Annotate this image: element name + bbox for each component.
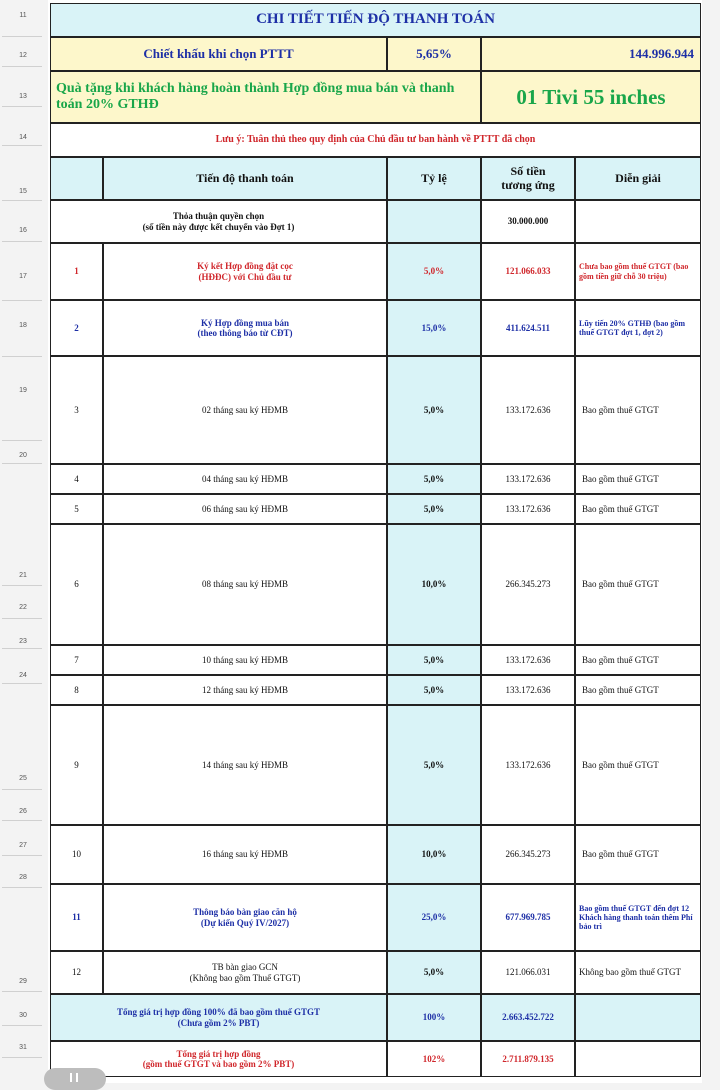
row-schedule[interactable]: 14 tháng sau ký HĐMB xyxy=(103,705,387,825)
row-schedule[interactable] xyxy=(103,951,387,994)
header-schedule[interactable]: Tiến độ thanh toán xyxy=(103,157,387,200)
row-divider xyxy=(2,683,42,684)
row-divider xyxy=(2,585,42,586)
total2-line2: (gồm thuế GTGT và bao gồm 2% PBT) xyxy=(142,1059,295,1069)
row-schedule[interactable]: 12 tháng sau ký HĐMB xyxy=(103,675,387,705)
row-no[interactable]: 10 xyxy=(50,825,103,884)
row-divider xyxy=(2,1057,42,1058)
total-excl-pbt-rate[interactable]: 100% xyxy=(387,994,481,1041)
gift-value[interactable]: 01 Tivi 55 inches xyxy=(481,71,701,123)
row-schedule[interactable]: 08 tháng sau ký HĐMB xyxy=(103,524,387,645)
row-desc[interactable]: Bao gồm thuế GTGT xyxy=(575,524,701,645)
row-amount[interactable]: 133.172.636 xyxy=(481,705,575,825)
row-rate[interactable]: 25,0% xyxy=(387,884,481,951)
row-amount[interactable]: 133.172.636 xyxy=(481,356,575,464)
sheet-title[interactable]: CHI TIẾT TIẾN ĐỘ THANH TOÁN xyxy=(50,3,701,37)
row-no[interactable]: 8 xyxy=(50,675,103,705)
row-number[interactable]: 27 xyxy=(19,842,27,849)
discount-label[interactable]: Chiết khấu khi chọn PTTT xyxy=(50,37,387,71)
row-schedule[interactable]: 16 tháng sau ký HĐMB xyxy=(103,825,387,884)
row-amount[interactable]: 411.624.511 xyxy=(481,300,575,356)
row-divider xyxy=(2,440,42,441)
row-header-gutter xyxy=(0,0,46,1083)
row-number[interactable]: 23 xyxy=(19,638,27,645)
row-schedule[interactable]: 10 tháng sau ký HĐMB xyxy=(103,645,387,675)
total-incl-pbt-amount[interactable]: 2.711.879.135 xyxy=(481,1041,575,1077)
row-number[interactable]: 16 xyxy=(19,227,27,234)
row-number[interactable]: 22 xyxy=(19,604,27,611)
header-amount[interactable] xyxy=(481,157,575,200)
row-amount[interactable]: 133.172.636 xyxy=(481,675,575,705)
row-desc[interactable]: Bao gồm thuế GTGT đến đợt 12 Khách hàng thanh toán thêm Phí bảo trì xyxy=(575,884,701,951)
header-desc[interactable]: Diễn giải xyxy=(575,157,701,200)
total2-line1: Tổng giá trị hợp đồng xyxy=(176,1048,261,1059)
row-no[interactable]: 5 xyxy=(50,494,103,524)
row-number[interactable]: 26 xyxy=(19,808,27,815)
row-rate[interactable]: 10,0% xyxy=(387,825,481,884)
total1-line1: Tổng giá trị hợp đồng 100% đã bao gồm thuế GTGT xyxy=(116,1007,321,1018)
row-no[interactable]: 3 xyxy=(50,356,103,464)
discount-rate[interactable]: 5,65% xyxy=(387,37,481,71)
option-rate[interactable] xyxy=(387,200,481,243)
row-no[interactable]: 1 xyxy=(50,243,103,300)
row-schedule-line2: (HĐĐC) với Chủ đầu tư xyxy=(198,271,292,282)
grip-icon xyxy=(76,1073,78,1082)
row-divider xyxy=(2,1025,42,1026)
row-desc[interactable]: Chưa bao gồm thuế GTGT (bao gồm tiền giữ chỗ 30 triệu) xyxy=(575,243,701,300)
row-rate[interactable]: 5,0% xyxy=(387,356,481,464)
policy-note[interactable]: Lưu ý: Tuân thủ theo quy định của Chủ đầu tư ban hành về PTTT đã chọn xyxy=(50,123,701,157)
row-amount[interactable]: 121.066.031 xyxy=(481,951,575,994)
row-number[interactable]: 20 xyxy=(19,452,27,459)
row-divider xyxy=(2,106,42,107)
bottom-drag-handle[interactable] xyxy=(44,1068,106,1090)
gift-label[interactable]: Quà tặng khi khách hàng hoàn thành Hợp đồng mua bán và thanh toán 20% GTHĐ xyxy=(50,71,481,123)
header-rate[interactable]: Tỷ lệ xyxy=(387,157,481,200)
row-divider xyxy=(2,618,42,619)
row-number[interactable]: 13 xyxy=(19,93,27,100)
row-rate[interactable]: 15,0% xyxy=(387,300,481,356)
option-desc[interactable] xyxy=(575,200,701,243)
row-no[interactable]: 2 xyxy=(50,300,103,356)
row-rate[interactable]: 5,0% xyxy=(387,951,481,994)
row-schedule-line1: TB bàn giao GCN xyxy=(212,962,278,973)
row-amount[interactable]: 133.172.636 xyxy=(481,464,575,494)
header-amount-line2: tương ứng xyxy=(501,177,555,192)
row-number[interactable]: 14 xyxy=(19,134,27,141)
row-number[interactable]: 21 xyxy=(19,572,27,579)
total-incl-pbt-desc[interactable] xyxy=(575,1041,701,1077)
row-rate[interactable]: 5,0% xyxy=(387,675,481,705)
row-divider xyxy=(2,66,42,67)
row-divider xyxy=(2,145,42,146)
row-schedule-line2: (theo thông báo từ CĐT) xyxy=(197,328,293,338)
row-rate[interactable]: 10,0% xyxy=(387,524,481,645)
row-number[interactable]: 19 xyxy=(19,387,27,394)
row-schedule-line2: (Dự kiến Quý IV/2027) xyxy=(200,917,290,928)
row-no[interactable]: 9 xyxy=(50,705,103,825)
row-amount[interactable]: 133.172.636 xyxy=(481,645,575,675)
row-number[interactable]: 17 xyxy=(19,273,27,280)
option-amount[interactable]: 30.000.000 xyxy=(481,200,575,243)
row-divider xyxy=(2,300,42,301)
row-desc[interactable]: Bao gồm thuế GTGT xyxy=(575,705,701,825)
row-desc[interactable]: Bao gồm thuế GTGT xyxy=(575,675,701,705)
row-rate[interactable]: 5,0% xyxy=(387,645,481,675)
row-rate[interactable]: 5,0% xyxy=(387,464,481,494)
row-amount[interactable]: 266.345.273 xyxy=(481,825,575,884)
row-rate[interactable]: 5,0% xyxy=(387,494,481,524)
row-number[interactable]: 12 xyxy=(19,52,27,59)
total-incl-pbt-rate[interactable]: 102% xyxy=(387,1041,481,1077)
row-desc[interactable]: Bao gồm thuế GTGT xyxy=(575,464,701,494)
row-divider xyxy=(2,241,42,242)
row-no[interactable]: 7 xyxy=(50,645,103,675)
total-excl-pbt-desc[interactable] xyxy=(575,994,701,1041)
row-schedule[interactable]: 04 tháng sau ký HĐMB xyxy=(103,464,387,494)
row-amount[interactable]: 133.172.636 xyxy=(481,494,575,524)
row-number[interactable]: 11 xyxy=(19,12,27,19)
row-divider xyxy=(2,991,42,992)
row-schedule[interactable] xyxy=(103,884,387,951)
row-divider xyxy=(2,356,42,357)
row-amount[interactable]: 266.345.273 xyxy=(481,524,575,645)
total1-line2: (Chưa gồm 2% PBT) xyxy=(177,1017,260,1028)
row-number[interactable]: 29 xyxy=(19,978,27,985)
total-excl-pbt-amount[interactable]: 2.663.452.722 xyxy=(481,994,575,1041)
grip-icon xyxy=(70,1073,72,1082)
row-divider xyxy=(2,463,42,464)
header-no[interactable] xyxy=(50,157,103,200)
row-no[interactable]: 6 xyxy=(50,524,103,645)
row-divider xyxy=(2,200,42,201)
row-schedule[interactable] xyxy=(103,243,387,300)
row-desc[interactable]: Bao gồm thuế GTGT xyxy=(575,494,701,524)
total-excl-pbt-label[interactable] xyxy=(50,994,387,1041)
row-divider xyxy=(2,36,42,37)
row-amount[interactable]: 121.066.033 xyxy=(481,243,575,300)
row-schedule[interactable]: 02 tháng sau ký HĐMB xyxy=(103,356,387,464)
option-line1: Thỏa thuận quyền chọn xyxy=(172,211,265,222)
row-divider xyxy=(2,855,42,856)
discount-amount[interactable]: 144.996.944 xyxy=(481,37,701,71)
row-schedule-line1: Ký Hợp đồng mua bán xyxy=(200,317,289,328)
row-number[interactable]: 25 xyxy=(19,775,27,782)
row-schedule-line1: Thông báo bàn giao căn hộ xyxy=(193,907,297,918)
row-desc[interactable]: Bao gồm thuế GTGT xyxy=(575,645,701,675)
row-number[interactable]: 15 xyxy=(19,188,27,195)
row-no[interactable]: 11 xyxy=(50,884,103,951)
row-desc[interactable]: Lũy tiến 20% GTHĐ (bao gồm thuế GTGT đợt 1, đợt 2) xyxy=(575,300,701,356)
row-desc[interactable]: Không bao gồm thuế GTGT xyxy=(575,951,701,994)
row-desc[interactable]: Bao gồm thuế GTGT xyxy=(575,825,701,884)
option-label[interactable] xyxy=(50,200,387,243)
row-divider xyxy=(2,789,42,790)
row-number[interactable]: 28 xyxy=(19,874,27,881)
row-rate[interactable]: 5,0% xyxy=(387,705,481,825)
row-number[interactable]: 24 xyxy=(19,672,27,679)
row-schedule-line2: (Không bao gồm Thuế GTGT) xyxy=(189,972,301,983)
row-number[interactable]: 18 xyxy=(19,322,27,329)
row-divider xyxy=(2,648,42,649)
row-schedule[interactable] xyxy=(103,300,387,356)
row-number[interactable]: 31 xyxy=(19,1044,27,1051)
row-divider xyxy=(2,820,42,821)
row-schedule[interactable]: 06 tháng sau ký HĐMB xyxy=(103,494,387,524)
option-line2: (số tiền này được kết chuyển vào Đợt 1) xyxy=(142,221,295,232)
row-schedule-line1: Ký kết Hợp đồng đặt cọc xyxy=(197,261,293,272)
header-amount-line1: Số tiền xyxy=(510,163,546,178)
row-rate[interactable]: 5,0% xyxy=(387,243,481,300)
row-no[interactable]: 12 xyxy=(50,951,103,994)
row-divider xyxy=(2,887,42,888)
row-desc[interactable]: Bao gồm thuế GTGT xyxy=(575,356,701,464)
row-amount[interactable]: 677.969.785 xyxy=(481,884,575,951)
row-number[interactable]: 30 xyxy=(19,1012,27,1019)
payment-schedule-sheet xyxy=(48,0,702,1083)
row-no[interactable]: 4 xyxy=(50,464,103,494)
